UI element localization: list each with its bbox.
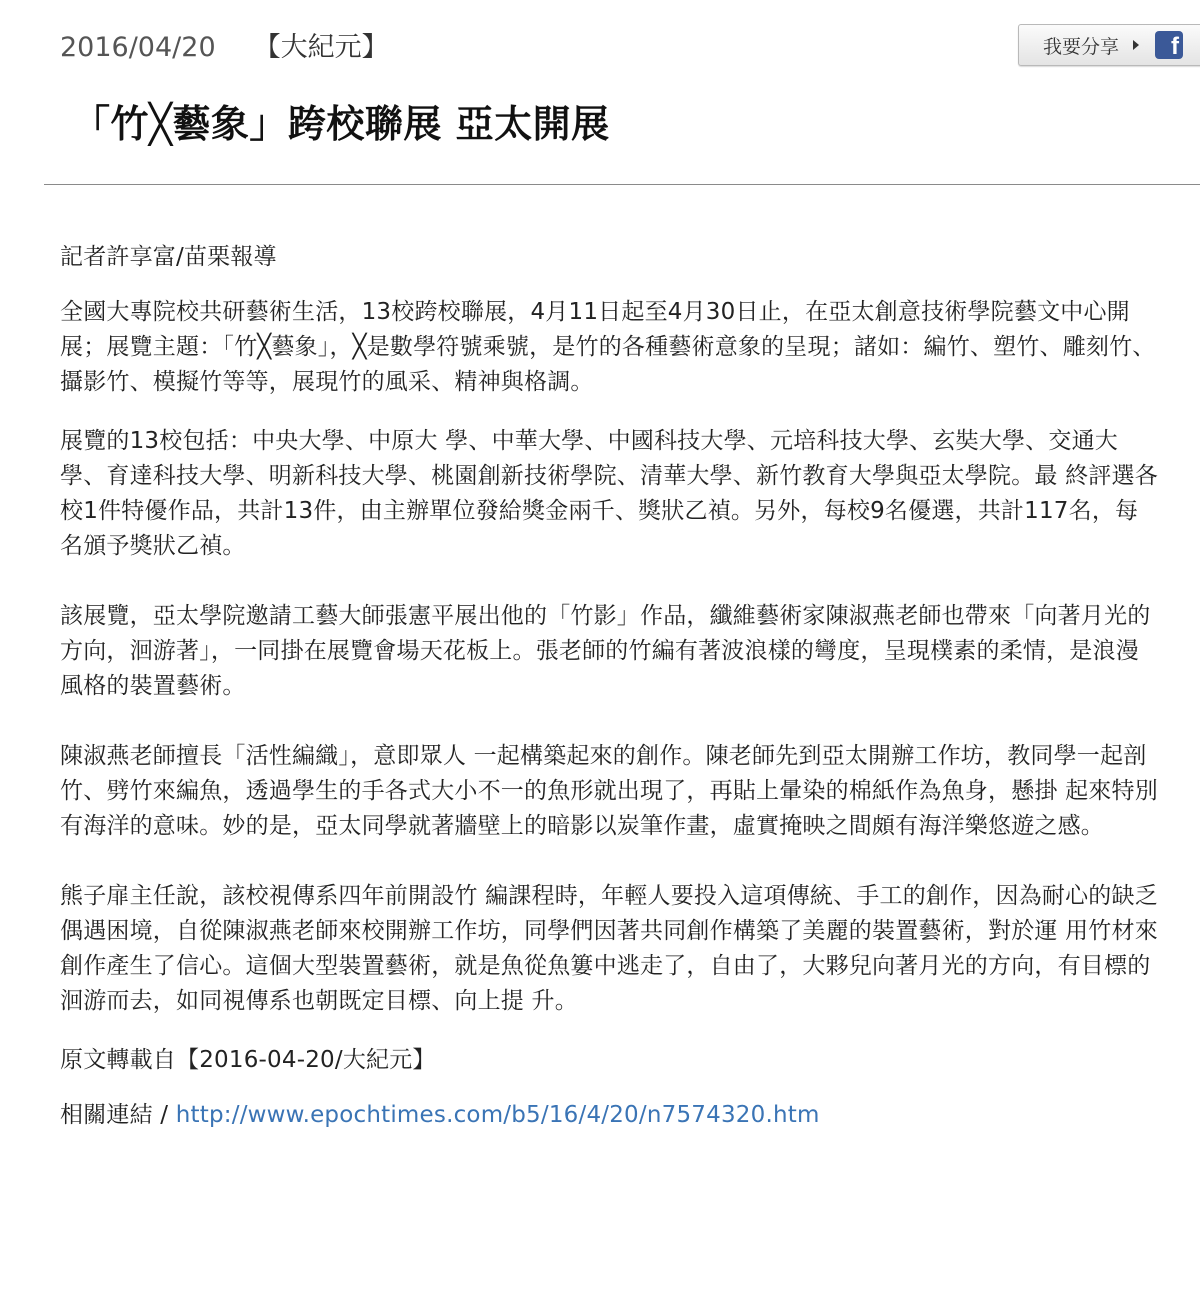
facebook-icon[interactable]: f	[1155, 31, 1183, 59]
related-label: 相關連結 /	[60, 1102, 176, 1128]
article-body	[60, 240, 1160, 1133]
publish-date: 2016/04/20	[60, 32, 216, 63]
header-divider	[44, 184, 1200, 185]
source-label: 【大紀元】	[253, 32, 389, 63]
article-paragraph: 全國大專院校共研藝術生活，13校跨校聯展，4月11日起至4月30日止，在亞太創意技術學院藝文中心開展；展覽主題：「竹╳藝象」，╳是數學符號乘號，是竹的各種藝術意象的呈現；諸如：編竹、塑竹、雕刻竹、攝影竹、模擬竹等等，展現竹的風采、精神與格調。	[60, 299, 1156, 395]
article-paragraph: 陳淑燕老師擅長「活性編織」，意即眾人 一起構築起來的創作。陳老師先到亞太開辦工作坊，教同學一起剖竹、劈竹來編魚，透過學生的手各式大小不一的魚形就出現了，再貼上暈染的棉紙作為魚身，懸掛 起來特別有海洋的意味。妙的是，亞太同學就著牆壁上的暗影以炭筆作畫，虛實掩映之間頗有海洋樂悠遊之感。	[60, 743, 1158, 839]
related-links	[60, 1098, 1160, 1133]
article-byline: 記者許享富/苗栗報導	[60, 244, 277, 270]
related-link[interactable]: http://www.epochtimes.com/b5/16/4/20/n7574320.htm	[175, 1102, 820, 1128]
article-paragraph: 該展覽，亞太學院邀請工藝大師張憲平展出他的「竹影」作品，纖維藝術家陳淑燕老師也帶來「向著月光的方向，洄游著」，一同掛在展覽會場天花板上。張老師的竹編有著波浪樣的彎度，呈現樸素的柔情，是浪漫風格的裝置藝術。	[60, 603, 1151, 699]
article-paragraph: 熊子扉主任說，該校視傳系四年前開設竹 編課程時，年輕人要投入這項傳統、手工的創作，因為耐心的缺乏偶遇困境，自從陳淑燕老師來校開辦工作坊，同學們因著共同創作構築了美麗的裝置藝術，對於運 用竹材來創作產生了信心。這個大型裝置藝術，就是魚從魚簍中逃走了，自由了，大夥兒向著月光的方向，有目標的洄游而去，如同視傳系也朝既定目標、向上提 升。	[60, 883, 1158, 1014]
triangle-right-icon	[1133, 40, 1139, 50]
share-button[interactable]	[1018, 24, 1200, 66]
article-meta	[60, 28, 389, 68]
share-label: 我要分享	[1043, 35, 1120, 58]
reprint-note: 原文轉載自【2016-04-20/大紀元】	[60, 1047, 436, 1073]
article-paragraph: 展覽的13校包括：中央大學、中原大 學、中華大學、中國科技大學、元培科技大學、玄奘大學、交通大學、育達科技大學、明新科技大學、桃園創新技術學院、清華大學、新竹教育大學與亞太學院。最 終評選各校1件特優作品，共計13件，由主辦單位發給獎金兩千、獎狀乙禎。另外，每校9名優選，共計117名，每名頒予獎狀乙禎。	[60, 428, 1158, 559]
article-headline: 「竹╳藝象」跨校聯展 亞太開展	[72, 102, 610, 146]
